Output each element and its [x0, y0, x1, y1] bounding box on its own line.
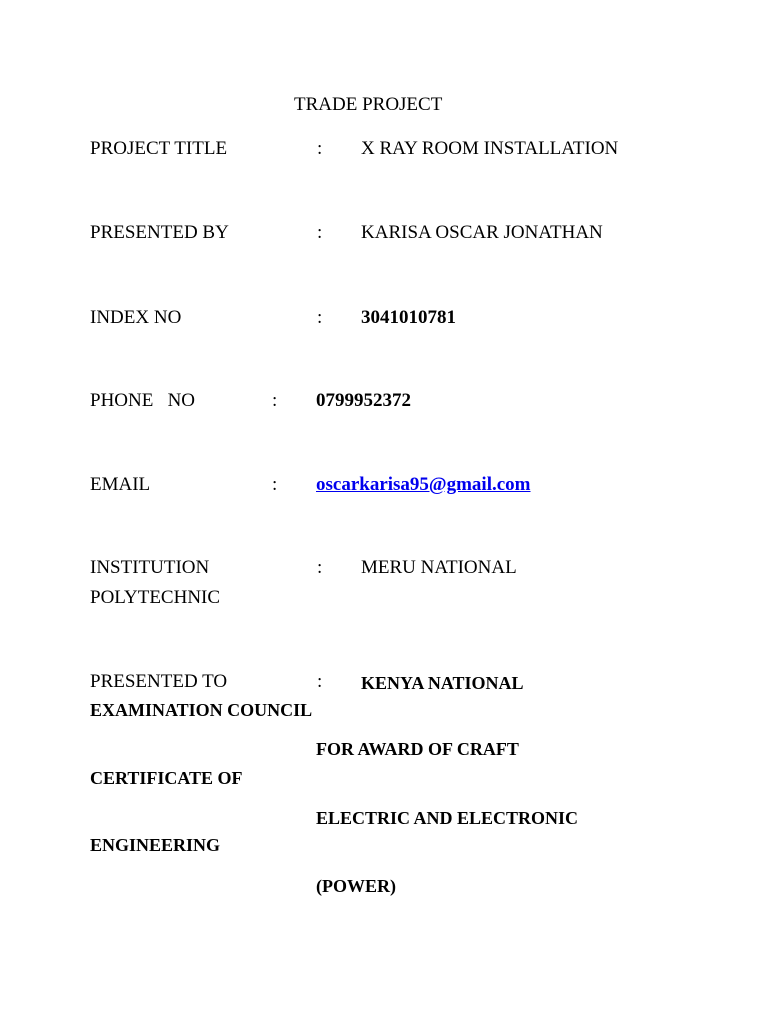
index-no-label: INDEX NO	[90, 307, 182, 328]
index-no-separator: :	[317, 307, 323, 328]
phone-no-value: 0799952372	[316, 390, 411, 411]
email-separator: :	[272, 474, 278, 495]
institution-continuation: POLYTECHNIC	[90, 587, 221, 608]
phone-no-label: PHONE NO	[90, 390, 196, 411]
award-line: FOR AWARD OF CRAFT	[316, 739, 519, 759]
phone-no-separator: :	[272, 390, 278, 411]
presented-to-label: PRESENTED TO	[90, 671, 228, 692]
email-label: EMAIL	[90, 474, 151, 495]
index-no-value: 3041010781	[361, 307, 456, 328]
project-title-separator: :	[317, 138, 323, 159]
project-title-value: X RAY ROOM INSTALLATION	[361, 138, 619, 159]
course-line: ELECTRIC AND ELECTRONIC	[316, 808, 579, 828]
presented-by-value: KARISA OSCAR JONATHAN	[361, 222, 603, 243]
award-line-continuation: CERTIFICATE OF	[90, 768, 243, 788]
email-link[interactable]: oscarkarisa95@gmail.com	[316, 474, 531, 495]
course-line-continuation: ENGINEERING	[90, 835, 221, 855]
document-heading: TRADE PROJECT	[294, 94, 443, 115]
presented-by-label: PRESENTED BY	[90, 222, 229, 243]
institution-value: MERU NATIONAL	[361, 557, 517, 578]
project-title-label: PROJECT TITLE	[90, 138, 228, 159]
presented-to-separator: :	[317, 671, 323, 692]
presented-to-continuation: EXAMINATION COUNCIL	[90, 700, 313, 720]
institution-separator: :	[317, 557, 323, 578]
course-option: (POWER)	[316, 876, 396, 896]
institution-label: INSTITUTION	[90, 557, 210, 578]
presented-by-separator: :	[317, 222, 323, 243]
presented-to-value: KENYA NATIONAL	[361, 673, 524, 693]
